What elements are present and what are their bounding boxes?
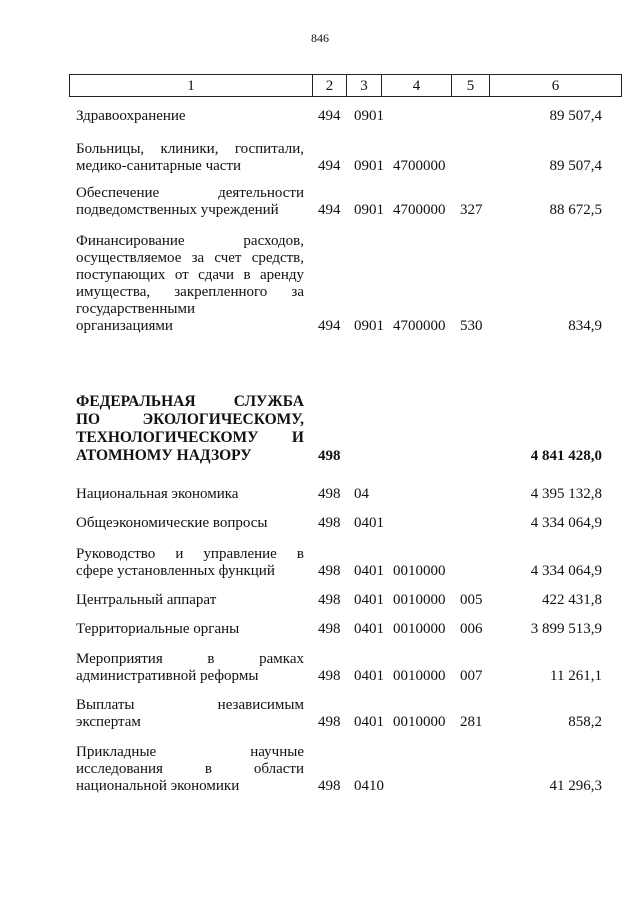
amount: 41 296,3 [549, 778, 602, 794]
row-name-line: Больницы, клиники, госпитали, [76, 141, 304, 157]
amount: 11 261,1 [550, 668, 602, 684]
row-name-line: Национальная экономика [76, 486, 239, 502]
target-article-code: 4700000 [393, 158, 446, 174]
department-code: 498 [318, 448, 341, 464]
table-row [0, 393, 640, 465]
amount: 422 431,8 [542, 592, 602, 608]
expense-type-code: 530 [460, 318, 483, 334]
target-article-code: 0010000 [393, 668, 446, 684]
row-name-line: поступающих от сдачи в аренду [76, 267, 304, 283]
table-row [0, 486, 640, 503]
department-code: 498 [318, 486, 341, 502]
target-article-code: 0010000 [393, 563, 446, 579]
row-name-line: Финансирование расходов, [76, 233, 304, 249]
row-name [76, 744, 304, 795]
row-name [76, 108, 304, 125]
row-name-line: Мероприятия в рамках [76, 651, 304, 667]
row-name [76, 185, 304, 219]
department-code: 494 [318, 108, 341, 124]
amount: 88 672,5 [549, 202, 602, 218]
table-row [0, 515, 640, 532]
department-code: 498 [318, 621, 341, 637]
row-name [76, 141, 304, 175]
amount: 89 507,4 [549, 108, 602, 124]
amount: 4 395 132,8 [530, 486, 602, 502]
row-name-line: Руководство и управление в [76, 546, 304, 562]
row-name-line: подведомственных учреждений [76, 202, 279, 218]
amount: 4 334 064,9 [530, 563, 602, 579]
expense-type-code: 327 [460, 202, 483, 218]
section-code: 0901 [354, 318, 384, 334]
row-name-line: медико-санитарные части [76, 158, 242, 174]
amount: 3 899 513,9 [530, 621, 602, 637]
row-name [76, 592, 304, 609]
expense-type-code: 005 [460, 592, 483, 608]
department-code: 494 [318, 158, 341, 174]
row-name-line: административной реформы [76, 668, 259, 684]
column-header-6: 6 [489, 74, 622, 97]
row-name-line: национальной экономики [76, 778, 240, 794]
department-code: 498 [318, 515, 341, 531]
table-row [0, 108, 640, 125]
row-name-line: ТЕХНОЛОГИЧЕСКОМУ И [76, 429, 304, 446]
row-name [76, 651, 304, 685]
column-header-2: 2 [312, 74, 347, 97]
table-header-row [69, 74, 622, 97]
row-name-line: ПО ЭКОЛОГИЧЕСКОМУ, [76, 411, 304, 428]
department-code: 498 [318, 714, 341, 730]
page-number: 846 [311, 31, 329, 45]
amount: 834,9 [568, 318, 602, 334]
department-code: 498 [318, 668, 341, 684]
department-code: 498 [318, 563, 341, 579]
column-header-4: 4 [381, 74, 452, 97]
target-article-code: 0010000 [393, 621, 446, 637]
row-name-line: Территориальные органы [76, 621, 240, 637]
target-article-code: 4700000 [393, 202, 446, 218]
department-code: 498 [318, 778, 341, 794]
table-row [0, 621, 640, 638]
table-row [0, 546, 640, 580]
amount: 89 507,4 [549, 158, 602, 174]
row-name-line: сфере установленных функций [76, 563, 275, 579]
row-name-line: исследования в области [76, 761, 304, 777]
table-row [0, 697, 640, 731]
row-name [76, 486, 304, 503]
section-code: 0401 [354, 714, 384, 730]
target-article-code: 0010000 [393, 592, 446, 608]
row-name [76, 393, 304, 465]
section-code: 04 [354, 486, 369, 502]
row-name [76, 515, 304, 532]
expense-type-code: 007 [460, 668, 483, 684]
column-header-3: 3 [346, 74, 382, 97]
row-name [76, 233, 304, 335]
row-name [76, 546, 304, 580]
row-name-line: государственными [76, 301, 195, 317]
row-name-line: экспертам [76, 714, 141, 730]
row-name-line: организациями [76, 318, 173, 334]
row-name-line: Здравоохранение [76, 108, 186, 124]
column-header-5: 5 [451, 74, 490, 97]
table-row [0, 141, 640, 175]
table-row [0, 592, 640, 609]
section-code: 0401 [354, 668, 384, 684]
row-name-line: Центральный аппарат [76, 592, 217, 608]
section-code: 0901 [354, 158, 384, 174]
section-code: 0401 [354, 592, 384, 608]
row-name-line: АТОМНОМУ НАДЗОРУ [76, 447, 252, 464]
department-code: 494 [318, 318, 341, 334]
section-code: 0410 [354, 778, 384, 794]
table-row [0, 233, 640, 335]
amount: 4 334 064,9 [530, 515, 602, 531]
row-name-line: Обеспечение деятельности [76, 185, 304, 201]
row-name-line: ФЕДЕРАЛЬНАЯ СЛУЖБА [76, 393, 304, 410]
row-name-line: Общеэкономические вопросы [76, 515, 268, 531]
department-code: 494 [318, 202, 341, 218]
row-name-line: осуществляемое за счет средств, [76, 250, 304, 266]
target-article-code: 4700000 [393, 318, 446, 334]
column-header-1: 1 [69, 74, 313, 97]
row-name-line: Прикладные научные [76, 744, 304, 760]
amount: 858,2 [568, 714, 602, 730]
row-name-line: Выплаты независимым [76, 697, 304, 713]
expense-type-code: 281 [460, 714, 483, 730]
target-article-code: 0010000 [393, 714, 446, 730]
row-name [76, 697, 304, 731]
table-row [0, 185, 640, 219]
section-code: 0401 [354, 621, 384, 637]
amount: 4 841 428,0 [530, 448, 602, 464]
section-code: 0901 [354, 108, 384, 124]
table-row [0, 651, 640, 685]
department-code: 498 [318, 592, 341, 608]
row-name [76, 621, 304, 638]
section-code: 0401 [354, 515, 384, 531]
section-code: 0401 [354, 563, 384, 579]
table-row [0, 744, 640, 795]
section-code: 0901 [354, 202, 384, 218]
row-name-line: имущества, закрепленного за [76, 284, 304, 300]
expense-type-code: 006 [460, 621, 483, 637]
